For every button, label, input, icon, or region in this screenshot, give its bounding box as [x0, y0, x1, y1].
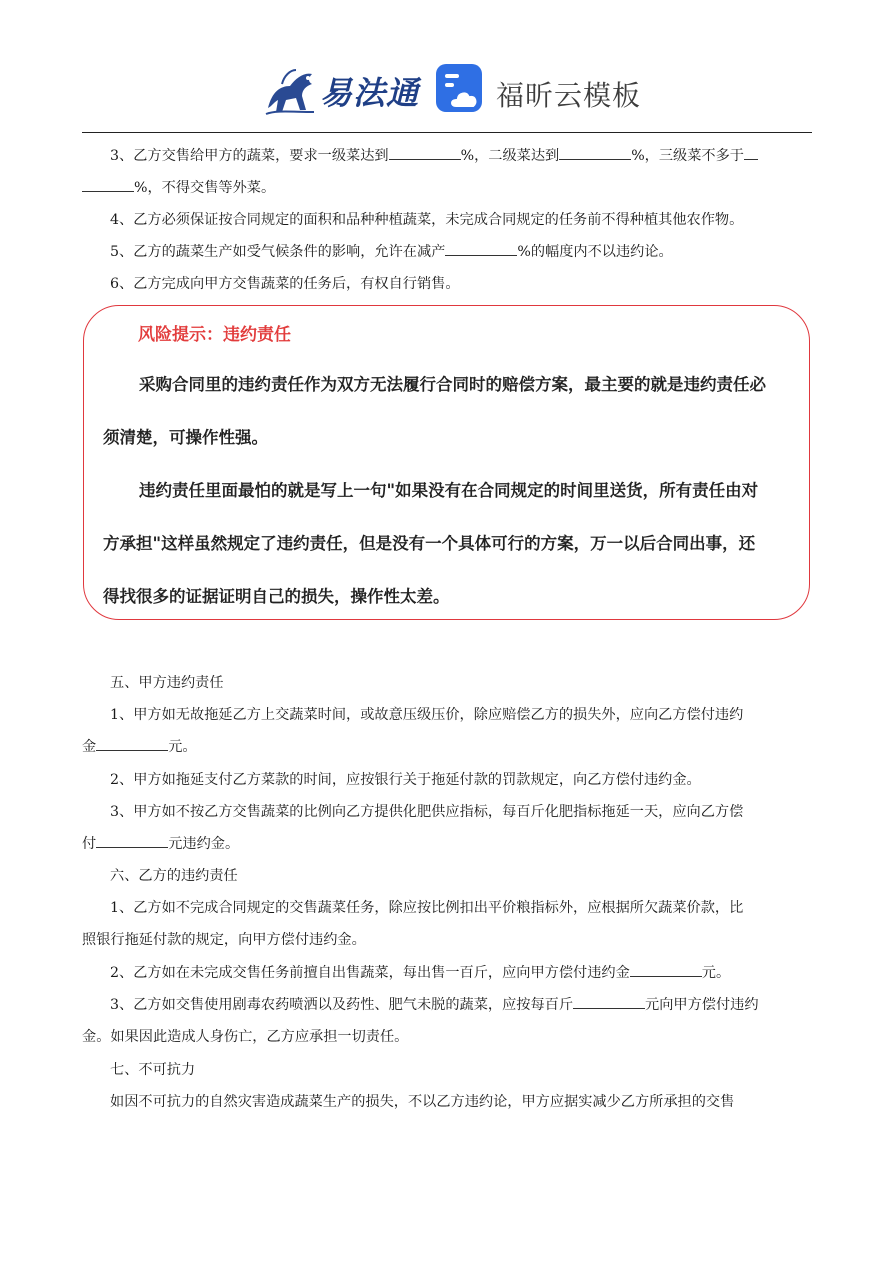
s6-c3-text-b: 元向甲方偿付违约 — [645, 997, 759, 1013]
blank — [630, 962, 702, 977]
s6-c1-text-a: 1、乙方如不完成合同规定的交售蔬菜任务，除应按比例扣出平价粮指标外，应根据所欠蔬菜价款，比 — [110, 900, 744, 916]
s6-c3-text-c: 金。如果因此造成人身伤亡，乙方应承担一切责任。 — [82, 1029, 409, 1045]
s6-c2-text-a: 2、乙方如在未完成交售任务前擅自出售蔬菜，每出售一百斤，应向甲方偿付违约金 — [110, 965, 630, 981]
document-header — [0, 0, 893, 130]
blank — [96, 736, 168, 751]
blank — [96, 833, 168, 848]
clause-3-text-b: %，二级菜达到 — [460, 148, 560, 164]
section-5-heading — [82, 667, 812, 699]
blank — [573, 994, 645, 1009]
s5-c3-text-a: 3、甲方如不按乙方交售蔬菜的比例向乙方提供化肥供应指标，每百斤化肥指标拖延一天，应向乙方偿 — [110, 804, 744, 820]
section-6-clause-1 — [82, 892, 812, 956]
section-6-title: 六、乙方的违约责任 — [110, 868, 238, 884]
qilin-icon — [262, 62, 322, 118]
section-6-clause-3 — [82, 989, 812, 1053]
logo1-text: 易法通 — [320, 74, 420, 112]
clause-5-text-a: 5、乙方的蔬菜生产如受气候条件的影响，允许在减产 — [110, 244, 446, 260]
clause-5 — [82, 236, 812, 268]
risk-p1-line-2: 须清楚，可操作性强。 — [103, 428, 268, 447]
blank — [744, 145, 758, 160]
s6-c2-text-b: 元。 — [701, 965, 731, 981]
section-6-clause-2 — [82, 957, 812, 989]
clause-3 — [82, 140, 812, 204]
section-6-heading — [82, 860, 812, 892]
s6-c1-text-b: 照银行拖延付款的规定，向甲方偿付违约金。 — [82, 932, 366, 948]
logo2-text: 福昕云模板 — [496, 79, 642, 112]
clause-4-text: 4、乙方必须保证按合同规定的面积和品种种植蔬菜，未完成合同规定的任务前不得种植其他农作物。 — [110, 212, 744, 228]
section-5-clause-2 — [82, 764, 812, 796]
blank — [82, 177, 134, 192]
clause-6-text: 6、乙方完成向甲方交售蔬菜的任务后，有权自行销售。 — [110, 276, 460, 292]
clause-4 — [82, 204, 812, 236]
risk-p2-line-3: 得找很多的证据证明自己的损失，操作性太差。 — [103, 587, 450, 606]
section-5-title: 五、甲方违约责任 — [110, 675, 224, 691]
risk-p2-line-1: 违约责任里面最怕的就是写上一句"如果没有在合同规定的时间里送货，所有责任由对 — [139, 481, 759, 500]
s5-c2-text: 2、甲方如拖延支付乙方菜款的时间，应按银行关于拖延付款的罚款规定，向乙方偿付违约金。 — [110, 772, 701, 788]
risk-tip-paragraph-2 — [103, 464, 803, 623]
risk-tip-title: 风险提示：违约责任 — [138, 325, 291, 345]
s5-c1-text-a: 1、甲方如无故拖延乙方上交蔬菜时间，或故意压级压价，除应赔偿乙方的损失外，应向乙方偿付违约 — [110, 707, 744, 723]
yifatong-logo — [262, 62, 422, 118]
risk-p2-line-2: 方承担"这样虽然规定了违约责任，但是没有一个具体可行的方案，万一以后合同出事，还 — [103, 534, 756, 553]
section-7-heading — [82, 1054, 812, 1086]
section-7-title: 七、不可抗力 — [110, 1062, 196, 1078]
section-5-clause-3 — [82, 796, 812, 860]
s5-c1-text-c: 元。 — [168, 739, 197, 755]
clause-3-text-c: %，三级菜不多于 — [631, 148, 744, 164]
section-5-clause-1 — [82, 699, 812, 763]
risk-tip-paragraph-1 — [103, 358, 803, 464]
cloud-document-icon — [436, 64, 486, 116]
blank — [389, 145, 461, 160]
blank — [559, 145, 631, 160]
blank — [445, 241, 517, 256]
s5-c1-text-b: 金 — [82, 739, 97, 755]
s6-c3-text-a: 3、乙方如交售使用剧毒农药喷洒以及药性、肥气未脱的蔬菜，应按每百斤 — [110, 997, 574, 1013]
risk-p1-line-1: 采购合同里的违约责任作为双方无法履行合同时的赔偿方案，最主要的就是违约责任必 — [139, 375, 766, 394]
foxit-template-logo — [436, 64, 656, 120]
s7-c1-text: 如因不可抗力的自然灾害造成蔬菜生产的损失，不以乙方违约论，甲方应据实减少乙方所承担的交售 — [110, 1094, 735, 1110]
s5-c3-text-c: 元违约金。 — [168, 836, 240, 852]
header-divider — [82, 132, 812, 133]
clause-6 — [82, 268, 812, 300]
s5-c3-text-b: 付 — [82, 836, 97, 852]
clause-3-text-a: 3、乙方交售给甲方的蔬菜，要求一级菜达到 — [110, 148, 389, 164]
section-7-clause-1 — [82, 1086, 812, 1118]
clause-5-text-b: %的幅度内不以违约论。 — [517, 244, 673, 260]
clause-3-text-d: %，不得交售等外菜。 — [134, 180, 276, 196]
